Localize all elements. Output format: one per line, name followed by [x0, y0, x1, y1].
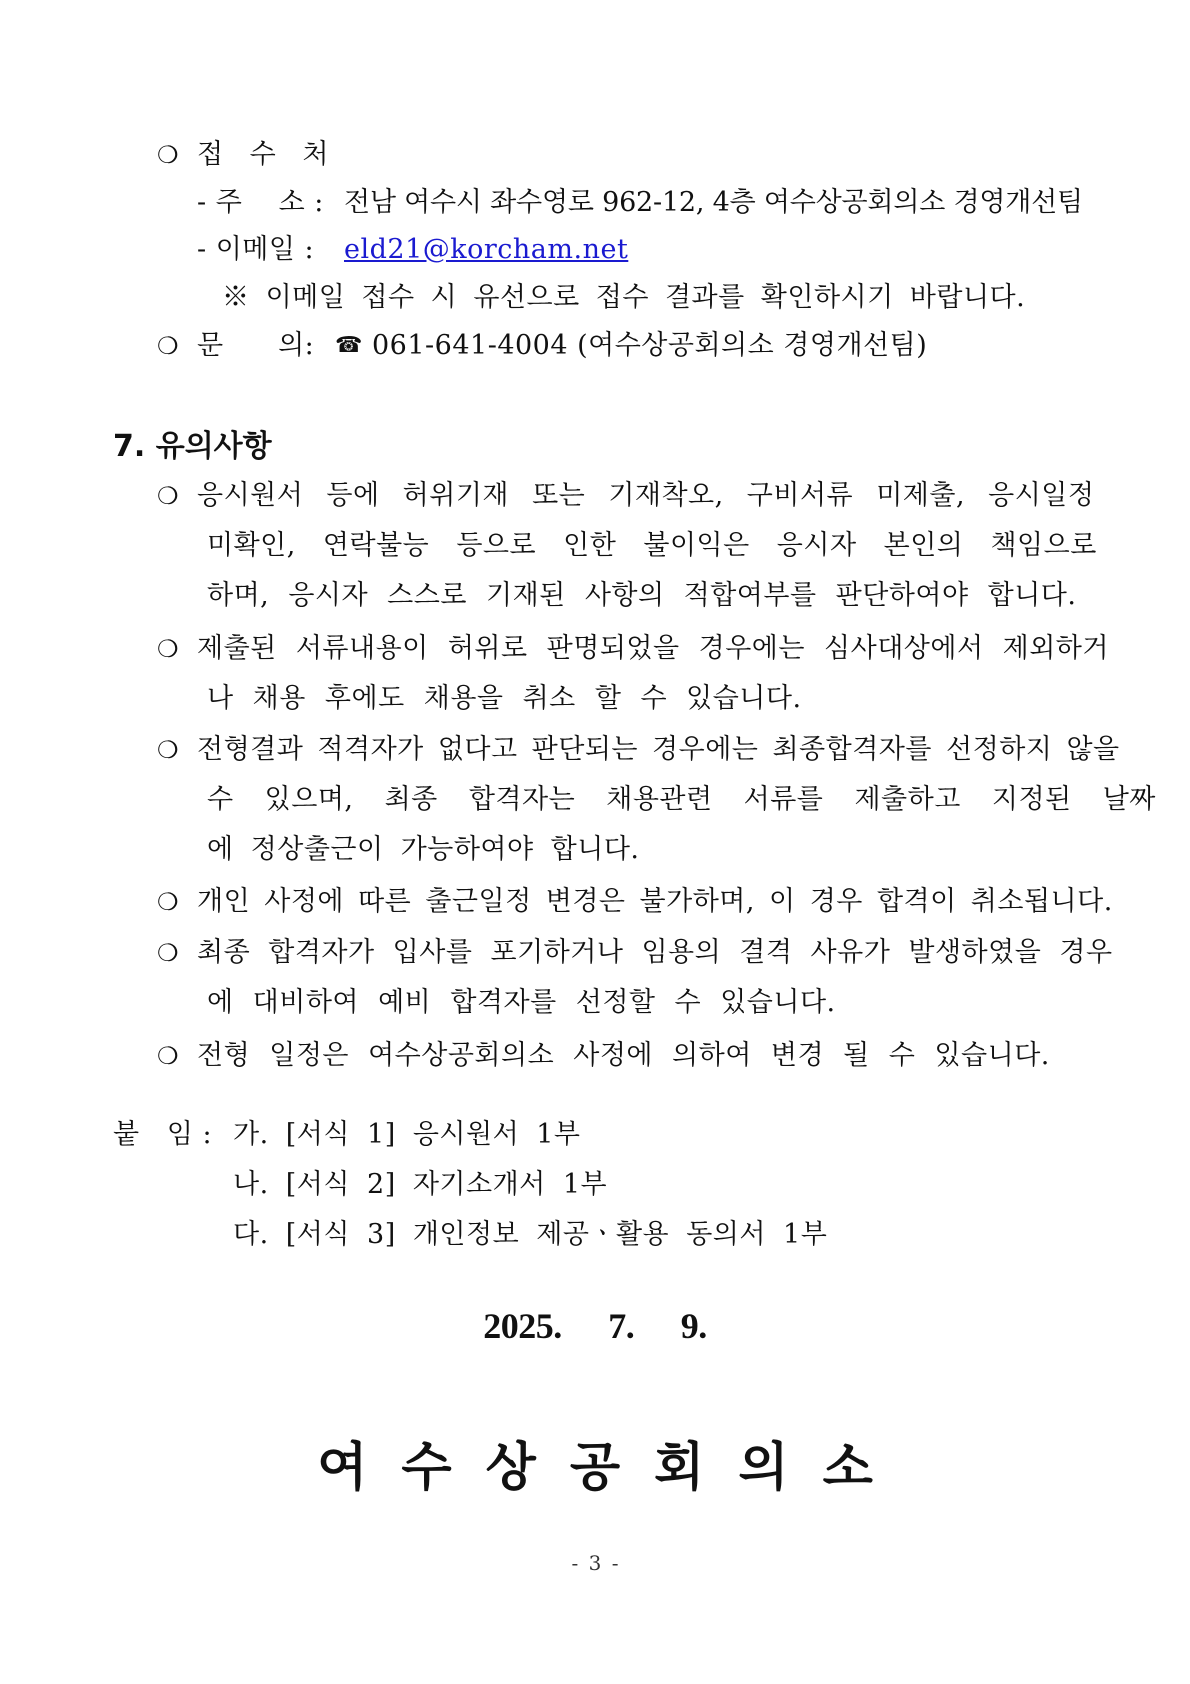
- attachment-item: 나. [서식 2] 자기소개서 1부: [233, 1169, 608, 1200]
- bullet-icon: ❍: [157, 888, 179, 916]
- address-value: 전남 여수시 좌수영로 962-12, 4층 여수상공회의소 경영개선팀: [344, 187, 1083, 218]
- attachments-label: 붙 임 :: [113, 1119, 213, 1150]
- telephone-icon: ☎: [335, 333, 363, 358]
- email-label: - 이메일 :: [197, 234, 315, 265]
- page-number: - 3 -: [571, 1551, 619, 1575]
- notice-line: 최종 합격자가 입사를 포기하거나 임용의 결격 사유가 발생하였을 경우: [197, 937, 1113, 968]
- bullet-icon: ❍: [157, 482, 179, 510]
- inquiry-phone: 061-641-4004 (여수상공회의소 경영개선팀): [372, 330, 928, 361]
- document-date: 2025. 7. 9.: [483, 1306, 707, 1346]
- attachment-item: 가. [서식 1] 응시원서 1부: [233, 1119, 581, 1150]
- address-label: - 주 소 :: [197, 187, 324, 218]
- attachment-item: 다. [서식 3] 개인정보 제공ㆍ활용 동의서 1부: [233, 1219, 828, 1250]
- bullet-icon: ❍: [157, 939, 179, 967]
- email-note: ※ 이메일 접수 시 유선으로 접수 결과를 확인하시기 바랍니다.: [222, 282, 1026, 313]
- bullet-icon: ❍: [157, 141, 179, 169]
- bullet-icon: ❍: [157, 1042, 179, 1070]
- notice-line: 수 있으며, 최종 합격자는 채용관련 서류를 제출하고 지정된 날짜: [207, 784, 1156, 815]
- notice-line: 전형 일정은 여수상공회의소 사정에 의하여 변경 될 수 있습니다.: [197, 1040, 1050, 1071]
- notice-line: 전형결과 적격자가 없다고 판단되는 경우에는 최종합격자를 선정하지 않을: [197, 734, 1120, 765]
- bullet-icon: ❍: [157, 736, 179, 764]
- notice-line: 에 대비하여 예비 합격자를 선정할 수 있습니다.: [207, 987, 836, 1018]
- organization-name: 여수상공회의소: [317, 1437, 907, 1498]
- inquiry-label: 문 의:: [197, 330, 315, 361]
- email-link[interactable]: eld21@korcham.net: [344, 234, 629, 265]
- notice-line: 하며, 응시자 스스로 기재된 사항의 적합여부를 판단하여야 합니다.: [207, 580, 1077, 611]
- notice-line: 개인 사정에 따른 출근일정 변경은 불가하며, 이 경우 합격이 취소됩니다.: [197, 886, 1113, 917]
- notice-line: 응시원서 등에 허위기재 또는 기재착오, 구비서류 미제출, 응시일정: [197, 480, 1095, 511]
- bullet-icon: ❍: [157, 635, 179, 663]
- reception-title: 접 수 처: [197, 139, 338, 170]
- section-heading: 7. 유의사항: [113, 429, 272, 464]
- notice-line: 나 채용 후에도 채용을 취소 할 수 있습니다.: [207, 683, 802, 714]
- notice-line: 제출된 서류내용이 허위로 판명되었을 경우에는 심사대상에서 제외하거: [197, 633, 1109, 664]
- notice-line: 에 정상출근이 가능하여야 합니다.: [207, 834, 640, 865]
- bullet-icon: ❍: [157, 332, 179, 360]
- notice-line: 미확인, 연락불능 등으로 인한 불이익은 응시자 본인의 책임으로: [207, 530, 1097, 561]
